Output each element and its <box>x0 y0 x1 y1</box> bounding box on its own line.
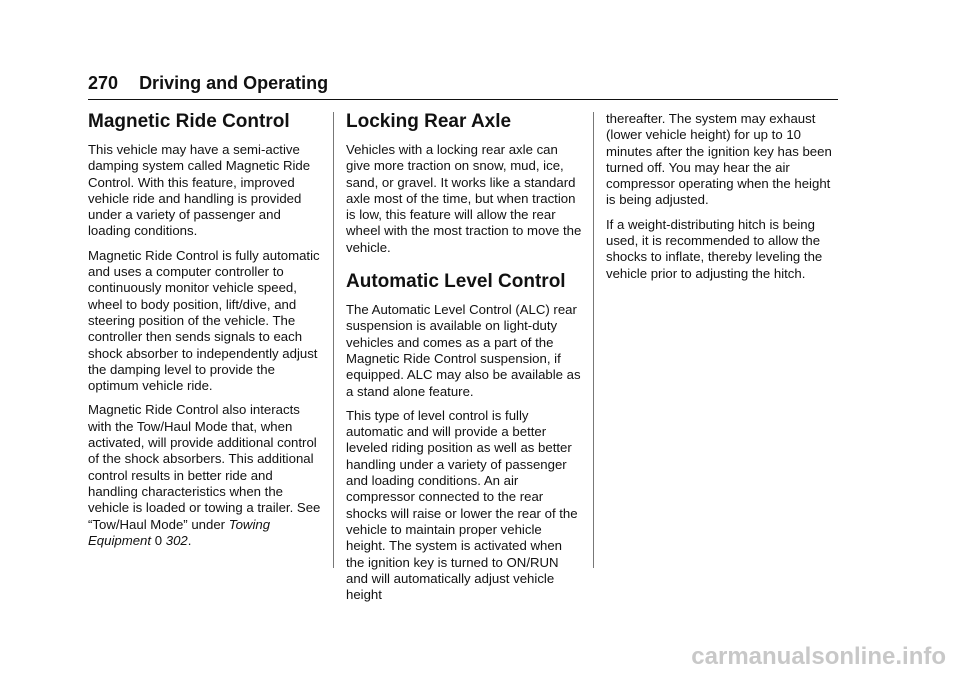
heading-automatic-level-control: Automatic Level Control <box>346 271 566 293</box>
heading-magnetic-ride-control: Magnetic Ride Control <box>88 111 290 132</box>
xref-title: Towing Equipment <box>88 516 271 548</box>
paragraph-with-reference <box>88 402 324 549</box>
paragraph: This type of level control is fully automatic and will provide a better leveled riding position as well as better handling under a variety of passenger and loading conditions. An air compressor connected to the rear shocks will raise or lower the rear of the vehicle to maintain proper vehicle height. The system is activated when the ignition key is turned to ON/RUN and will automatically adjust vehicle height <box>346 407 578 603</box>
period: . <box>187 532 192 548</box>
page-number: 270 <box>88 73 119 93</box>
paragraph: Magnetic Ride Control is fully automatic and uses a computer controller to continuously monitor vehicle speed, wheel to body position, lift/dive, and steering position of the vehicle. The controller then sends signals to each shock absorber to independently adjust the damping level to provide the optimum vehicle ride. <box>88 247 320 394</box>
header-rule <box>88 99 838 100</box>
paragraph: thereafter. The system may exhaust (lower vehicle height) for up to 10 minutes after the ignition key has been turned off. You may hear the air compressor operating when the height is being adjusted. <box>606 111 832 208</box>
watermark: carmanualsonline.info <box>691 643 946 670</box>
column-3 <box>606 111 842 290</box>
paragraph: The Automatic Level Control (ALC) rear suspension is available on light-duty vehicles and comes as a part of the Magnetic Ride Control suspension, if equipped. ALC may also be available as a stand alone feature. <box>346 302 581 399</box>
xref-page: 302 <box>165 532 188 548</box>
column-2 <box>346 111 582 611</box>
column-divider <box>593 112 594 568</box>
paragraph: Vehicles with a locking rear axle can give more traction on snow, mud, ice, sand, or gravel. It works like a standard axle most of the time, but when traction is low, this feature will allow the rear wheel with the most traction to move the vehicle. <box>346 142 582 255</box>
page-ref-arrow-icon: 0 <box>154 532 163 548</box>
paragraph-text: Magnetic Ride Control also interacts with the Tow/Haul Mode that, when activated, will provide additional control of the shock absorbers. This additional control results in better ride and handling characteristics when the vehicle is loaded or towing a trailer. See “Tow/Haul Mode” under <box>88 402 321 532</box>
heading-locking-rear-axle: Locking Rear Axle <box>346 111 512 132</box>
column-divider <box>333 112 334 568</box>
paragraph: This vehicle may have a semi-active damping system called Magnetic Ride Control. With this feature, improved vehicle ride and handling is provided under a variety of passenger and loading conditions. <box>88 142 311 239</box>
column-1 <box>88 111 324 557</box>
section-title: Driving and Operating <box>139 73 329 93</box>
paragraph: If a weight-distributing hitch is being used, it is recommended to allow the shocks to inflate, thereby leveling the vehicle prior to adjusting the hitch. <box>606 216 823 281</box>
page-header <box>88 72 838 98</box>
